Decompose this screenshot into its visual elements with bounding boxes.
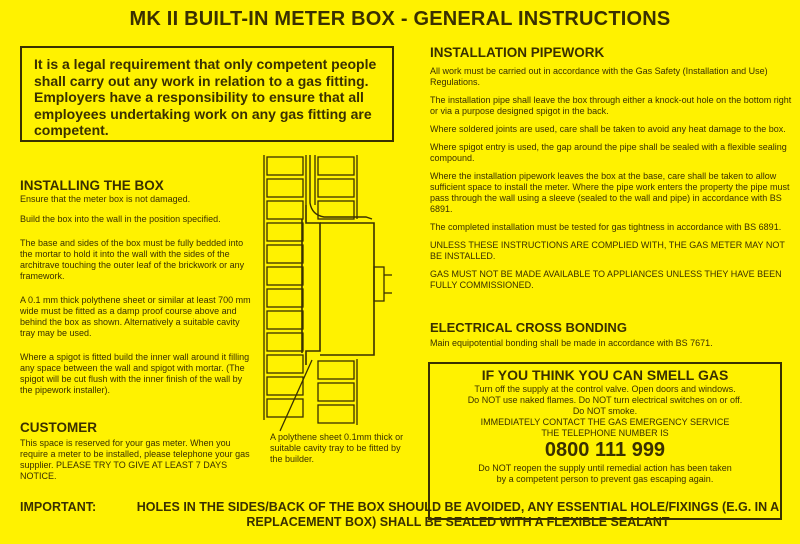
- smell-gas-footer-line: by a competent person to prevent gas escaping again.: [496, 474, 714, 484]
- electrical-section: [430, 320, 794, 349]
- smell-gas-box: [428, 362, 782, 520]
- installing-paragraph: Build the box into the wall in the position specified.: [20, 214, 221, 224]
- pipework-paragraph: Where soldered joints are used, care shall be taken to avoid any heat damage to the box.: [430, 124, 786, 134]
- installing-paragraph: The base and sides of the box must be fully bedded into the mortar to hold it into the wall with the sides of the architrave touching the outer leaf of the brickwork or any framework.: [20, 238, 245, 281]
- pipework-paragraph: The installation pipe shall leave the box through either a knock-out hole on the bottom right or via a purpose designed spigot in the back.: [430, 95, 792, 116]
- installation-pipework-section: [430, 45, 794, 298]
- smell-gas-heading: IF YOU THINK YOU CAN SMELL GAS: [481, 367, 729, 383]
- installing-paragraph: Where a spigot is fitted build the inner wall around it filling any space between the wall and spigot with mortar. (The spigot will be cut flush with the inner finish of the wall by the pipework installer).: [20, 352, 250, 395]
- smell-gas-line: IMMEDIATELY CONTACT THE GAS EMERGENCY SERVICE: [480, 417, 730, 427]
- pipework-paragraph: Where spigot entry is used, the gap around the pipe shall be sealed with a flexible sealing compound.: [430, 142, 787, 163]
- pipework-paragraph: The completed installation must be tested for gas tightness in accordance with BS 6891.: [430, 222, 782, 232]
- installing-box-section: [20, 178, 252, 405]
- important-text: HOLES IN THE SIDES/BACK OF THE BOX SHOULD BE AVOIDED, ANY ESSENTIAL HOLE/FIXINGS (E.G. IN A REPLACEMENT BOX) SHALL BE SEALED WITH A FLEXIBLE SEALANT: [136, 500, 780, 529]
- electrical-text: Main equipotential bonding shall be made in accordance with BS 7671.: [430, 338, 713, 348]
- smell-gas-line: Do NOT smoke.: [572, 406, 638, 416]
- electrical-heading: ELECTRICAL CROSS BONDING: [430, 320, 627, 335]
- diagram-caption: A polythene sheet 0.1mm thick or suitable cavity tray to be fitted by the builder.: [270, 432, 404, 464]
- page-title: MK II BUILT-IN METER BOX - GENERAL INSTRUCTIONS: [129, 8, 671, 30]
- pipework-paragraph: Where the installation pipework leaves the box at the base, care shall be taken to allow sufficient space to install the meter. Where the pipe work enters the property the pipe must pass through the wall using a sleeve (sealed to the wall and pipe) in accordance with BS 6891.: [430, 171, 790, 214]
- customer-section: [20, 420, 252, 482]
- important-label: IMPORTANT:: [20, 500, 97, 514]
- pipework-paragraph: GAS MUST NOT BE MADE AVAILABLE TO APPLIANCES UNLESS THEY HAVE BEEN FULLY COMMISSIONED.: [430, 269, 782, 290]
- legal-notice-box: It is a legal requirement that only competent people shall carry out any work in relation to a gas fitting. Employers have a responsibility to ensure that all employees undertaking work on any gas fitting are competent.: [20, 46, 394, 142]
- customer-heading: CUSTOMER: [20, 420, 98, 435]
- smell-gas-line: THE TELEPHONE NUMBER IS: [541, 428, 669, 438]
- meter-box-wall-diagram: [262, 155, 412, 435]
- customer-text: This space is reserved for your gas meter. When you require a meter to be installed, please telephone your gas supplier. PLEASE TRY TO GIVE AT LEAST 7 DAYS NOTICE.: [20, 438, 250, 481]
- pipework-heading: INSTALLATION PIPEWORK: [430, 45, 605, 60]
- pipework-paragraph: All work must be carried out in accordance with the Gas Safety (Installation and Use) Regulations.: [430, 66, 768, 87]
- installing-paragraph: Ensure that the meter box is not damaged.: [20, 194, 191, 204]
- installing-box-heading: INSTALLING THE BOX: [20, 178, 164, 193]
- smell-gas-line: Do NOT use naked flames. Do NOT turn electrical switches on or off.: [467, 395, 743, 405]
- installing-paragraph: A 0.1 mm thick polythene sheet or similar at least 700 mm wide must be fitted as a damp proof course above and behind the box as shown. Alternatively a suitable cavity tray may be used.: [20, 295, 251, 338]
- emergency-phone-number: 0800 111 999: [544, 439, 666, 461]
- smell-gas-footer-line: Do NOT reopen the supply until remedial action has been taken: [478, 463, 732, 473]
- smell-gas-line: Turn off the supply at the control valve. Open doors and windows.: [474, 384, 736, 394]
- pipework-paragraph: UNLESS THESE INSTRUCTIONS ARE COMPLIED WITH, THE GAS METER MAY NOT BE INSTALLED.: [430, 240, 785, 261]
